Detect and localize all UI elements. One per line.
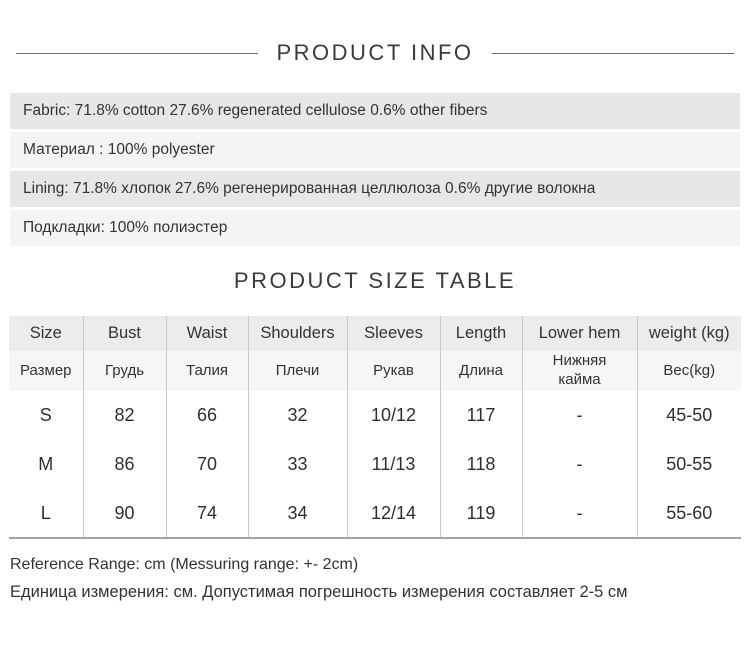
lining-info-row: Lining: 71.8% хлопок 27.6% регенерированная целлюлоза 0.6% другие волокна bbox=[10, 171, 740, 207]
table-cell: 10/12 bbox=[347, 391, 440, 440]
product-info-title: PRODUCT INFO bbox=[276, 40, 474, 65]
size-table bbox=[9, 316, 741, 539]
reference-range-note: Reference Range: cm (Messuring range: +- 2cm) bbox=[10, 556, 359, 573]
table-cell: 32 bbox=[248, 391, 347, 440]
table-cell: M bbox=[9, 440, 83, 489]
size-row-s bbox=[9, 391, 741, 440]
table-header-row-ru bbox=[9, 351, 741, 391]
table-cell: 86 bbox=[83, 440, 166, 489]
material-info-row: Материал : 100% polyester bbox=[10, 132, 740, 168]
col-header-sleeves-ru: Рукав bbox=[347, 351, 440, 391]
table-cell: 33 bbox=[248, 440, 347, 489]
col-header-shoulders: Shoulders bbox=[248, 316, 347, 351]
table-cell: - bbox=[522, 391, 637, 440]
size-table-title: PRODUCT SIZE TABLE bbox=[233, 268, 517, 293]
col-header-weight: weight (kg) bbox=[637, 316, 741, 351]
table-cell: L bbox=[9, 489, 83, 538]
measurement-notes bbox=[10, 556, 740, 602]
col-header-length-ru: Длина bbox=[440, 351, 522, 391]
table-cell: 12/14 bbox=[347, 489, 440, 538]
table-cell: 11/13 bbox=[347, 440, 440, 489]
col-header-lower-hem-ru-label: Нижняя кайма bbox=[552, 352, 607, 388]
table-cell: 45-50 bbox=[637, 391, 741, 440]
col-header-bust-ru: Грудь bbox=[83, 351, 166, 391]
measurement-unit-note: Единица измерения: см. Допустимая погрешность измерения составляет 2-5 см bbox=[10, 583, 628, 601]
table-header-row-en bbox=[9, 316, 741, 351]
col-header-sleeves: Sleeves bbox=[347, 316, 440, 351]
col-header-weight-ru: Вес(kg) bbox=[637, 351, 741, 391]
col-header-waist: Waist bbox=[166, 316, 248, 351]
col-header-waist-ru: Талия bbox=[166, 351, 248, 391]
size-row-l bbox=[9, 489, 741, 538]
table-cell: 50-55 bbox=[637, 440, 741, 489]
table-cell: S bbox=[9, 391, 83, 440]
header-rule-right bbox=[492, 53, 734, 54]
col-header-lower-hem: Lower hem bbox=[522, 316, 637, 351]
table-cell: 70 bbox=[166, 440, 248, 489]
col-header-size: Size bbox=[9, 316, 83, 351]
table-cell: 90 bbox=[83, 489, 166, 538]
table-cell: - bbox=[522, 440, 637, 489]
table-cell: - bbox=[522, 489, 637, 538]
table-cell: 82 bbox=[83, 391, 166, 440]
col-header-shoulders-ru: Плечи bbox=[248, 351, 347, 391]
col-header-length: Length bbox=[440, 316, 522, 351]
table-cell: 66 bbox=[166, 391, 248, 440]
product-info-list bbox=[10, 93, 740, 246]
product-info-header bbox=[16, 38, 734, 68]
col-header-size-ru: Размер bbox=[9, 351, 83, 391]
table-cell: 117 bbox=[440, 391, 522, 440]
header-rule-left bbox=[16, 53, 258, 54]
lining-ru-info-row: Подкладки: 100% полиэстер bbox=[10, 210, 740, 246]
table-cell: 118 bbox=[440, 440, 522, 489]
size-row-m bbox=[9, 440, 741, 489]
table-cell: 55-60 bbox=[637, 489, 741, 538]
col-header-lower-hem-ru bbox=[522, 351, 637, 391]
col-header-bust: Bust bbox=[83, 316, 166, 351]
fabric-info-row: Fabric: 71.8% cotton 27.6% regenerated cellulose 0.6% other fibers bbox=[10, 93, 740, 129]
table-cell: 74 bbox=[166, 489, 248, 538]
table-cell: 119 bbox=[440, 489, 522, 538]
table-cell: 34 bbox=[248, 489, 347, 538]
